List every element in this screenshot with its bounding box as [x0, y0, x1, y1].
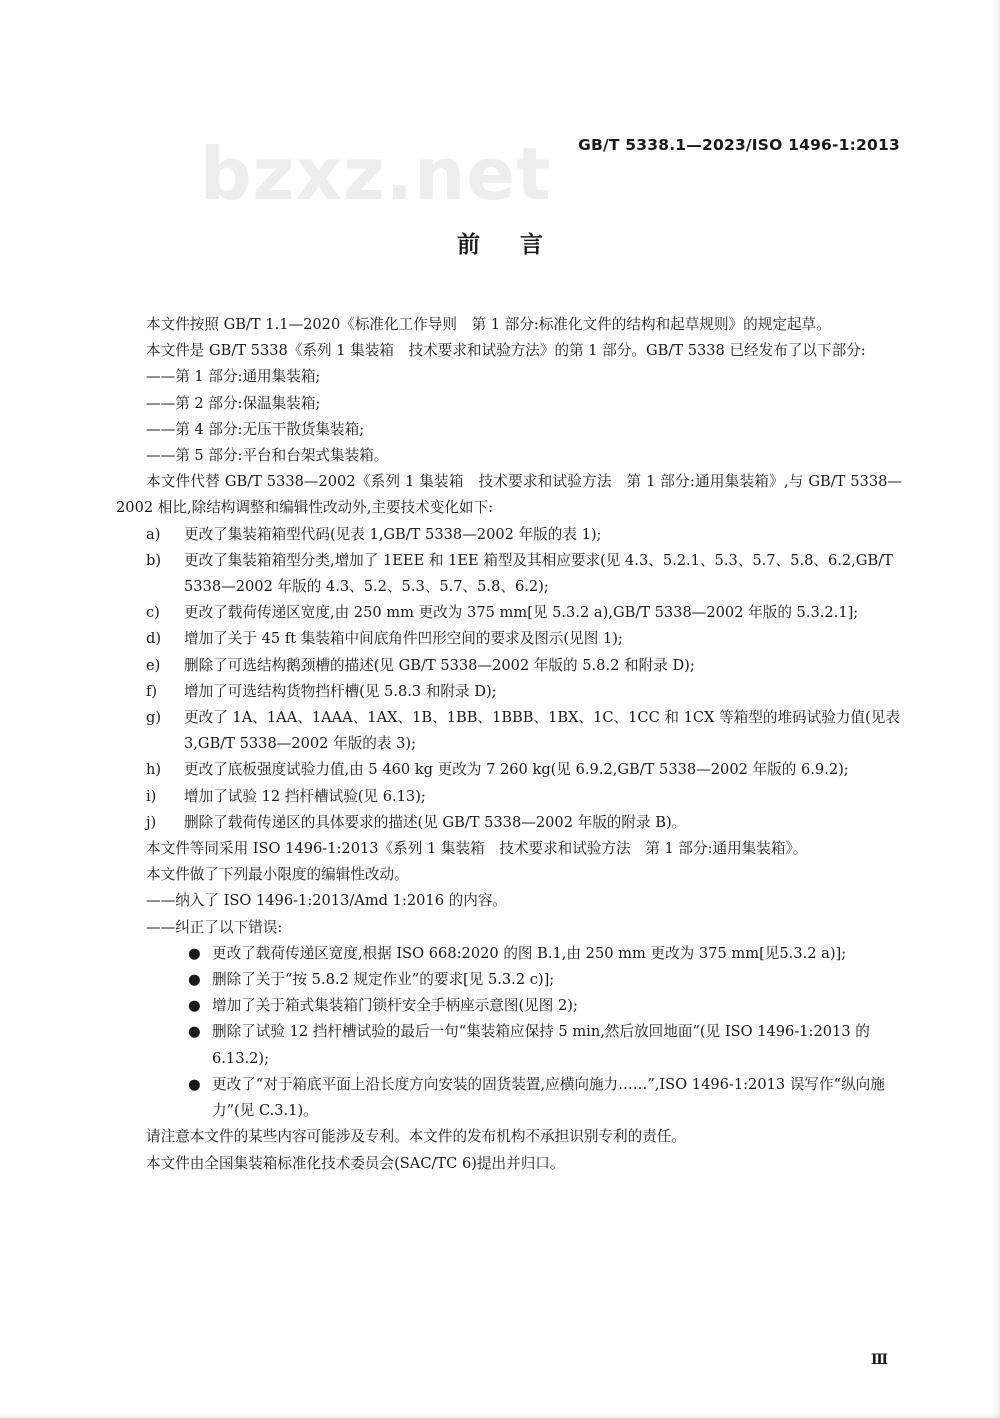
document-code: GB/T 5338.1—2023/ISO 1496-1:2013 [578, 136, 900, 154]
bullet-icon: ● [188, 1075, 201, 1093]
change-item [146, 600, 902, 626]
paragraph-identical-adoption: 本文件等同采用 ISO 1496-1:2013《系列 1 集装箱 技术要求和试验方法 第 1 部分:通用集装箱》。 [146, 840, 808, 858]
change-label: g) [146, 709, 162, 727]
change-label: c) [146, 604, 160, 622]
change-item [146, 626, 902, 652]
change-text: 更改了集装箱箱型代码(见表 1,GB/T 5338—2002 年版的表 1); [184, 525, 602, 543]
paragraph-proposer: 本文件由全国集装箱标准化技术委员会(SAC/TC 6)提出并归口。 [146, 1154, 565, 1172]
change-item [146, 548, 902, 600]
correction-text: 增加了关于箱式集装箱门锁杆安全手柄座示意图(见图 2); [212, 997, 578, 1015]
list-item: ——第 4 部分:无压干散货集装箱; [146, 420, 365, 438]
watermark: bzxz.net [200, 132, 552, 216]
change-label: i) [146, 787, 157, 805]
paragraph-series-parts: 本文件是 GB/T 5338《系列 1 集装箱 技术要求和试验方法》的第 1 部分。GB/T 5338 已经发布了以下部分: [146, 342, 866, 360]
change-text: 增加了试验 12 挡杆槽试验(见 6.13); [184, 787, 426, 805]
correction-text: 删除了关于“按 5.8.2 规定作业”的要求[见 5.3.2 c)]; [212, 971, 555, 989]
document-body [116, 312, 902, 1177]
change-text: 更改了底板强度试验力值,由 5 460 kg 更改为 7 260 kg(见 6.9.2,GB/T 5338—2002 年版的 6.9.2); [184, 761, 849, 779]
change-item [146, 653, 902, 679]
change-label: h) [146, 761, 162, 779]
change-label: f) [146, 682, 158, 700]
list-item: ——第 1 部分:通用集装箱; [146, 368, 321, 386]
change-label: e) [146, 656, 161, 674]
change-item [146, 679, 902, 705]
change-item [146, 757, 902, 783]
change-text: 更改了集装箱箱型分类,增加了 1EEE 和 1EE 箱型及其相应要求(见 4.3、5.2.1、5.3、5.7、5.8、6.2,GB/T 5338—2002 年版的 4.3、5.2、5.3、5.7、5.8、6.2); [184, 551, 893, 596]
change-item [146, 810, 902, 836]
bullet-icon: ● [188, 997, 201, 1015]
change-item [146, 784, 902, 810]
change-label: j) [146, 813, 157, 831]
change-text: 更改了载荷传递区宽度,由 250 mm 更改为 375 mm[见 5.3.2 a),GB/T 5338—2002 年版的 5.3.2.1]; [184, 604, 859, 622]
correction-text: 删除了试验 12 挡杆槽试验的最后一句“集装箱应保持 5 min,然后放回地面”(见 ISO 1496-1:2013 的 6.13.2); [212, 1023, 870, 1067]
change-label: b) [146, 551, 162, 569]
page-number: Ⅲ [870, 1352, 888, 1368]
list-item: ——第 2 部分:保温集装箱; [146, 394, 321, 412]
correction-item [188, 967, 902, 993]
list-item: ——第 5 部分:平台和台架式集装箱。 [146, 447, 389, 465]
correction-item [188, 941, 902, 967]
change-item [146, 705, 902, 757]
correction-item [188, 1019, 902, 1071]
correction-text: 更改了“对于箱底平面上沿长度方向安装的固货装置,应横向施力……”,ISO 1496-1:2013 误写作“纵向施力”(见 C.3.1)。 [212, 1075, 885, 1120]
correction-item [188, 993, 902, 1019]
change-text: 更改了 1A、1AA、1AAA、1AX、1B、1BB、1BBB、1BX、1C、1CC 和 1CX 等箱型的堆码试验力值(见表 3,GB/T 5338—2002 年版的表 3); [184, 709, 900, 753]
list-item: ——纳入了 ISO 1496-1:2013/Amd 1:2016 的内容。 [146, 892, 508, 910]
change-text: 删除了可选结构鹅颈槽的描述(见 GB/T 5338—2002 年版的 5.8.2 和附录 D); [184, 656, 695, 674]
list-item: ——纠正了以下错误: [146, 918, 283, 936]
correction-item [188, 1072, 902, 1124]
change-text: 增加了关于 45 ft 集装箱中间底角件凹形空间的要求及图示(见图 1); [184, 630, 623, 648]
change-label: d) [146, 630, 162, 648]
correction-text: 更改了载荷传递区宽度,根据 ISO 668:2020 的图 B.1,由 250 mm 更改为 375 mm[见5.3.2 a)]; [212, 944, 847, 962]
paragraph-patent-notice: 请注意本文件的某些内容可能涉及专利。本文件的发布机构不承担识别专利的责任。 [146, 1128, 686, 1146]
page-title: 前言 [457, 232, 583, 258]
change-label: a) [146, 525, 161, 543]
change-item [146, 522, 902, 548]
change-text: 删除了载荷传递区的具体要求的描述(见 GB/T 5338—2002 年版的附录 B)。 [184, 813, 687, 831]
paragraph-drafting-rules: 本文件按照 GB/T 1.1—2020《标准化工作导则 第 1 部分:标准化文件的结构和起草规则》的规定起草。 [146, 316, 831, 333]
bullet-icon: ● [188, 971, 201, 989]
bullet-icon: ● [188, 1023, 201, 1041]
change-text: 增加了可选结构货物挡杆槽(见 5.8.3 和附录 D); [184, 682, 497, 700]
paragraph-editorial-changes: 本文件做了下列最小限度的编辑性改动。 [146, 866, 409, 884]
paragraph-replaces: 本文件代替 GB/T 5338—2002《系列 1 集装箱 技术要求和试验方法 第 1 部分:通用集装箱》,与 GB/T 5338—2002 相比,除结构调整和编辑性改动外,主要技术变化如下: [116, 473, 902, 517]
bullet-icon: ● [188, 944, 201, 962]
